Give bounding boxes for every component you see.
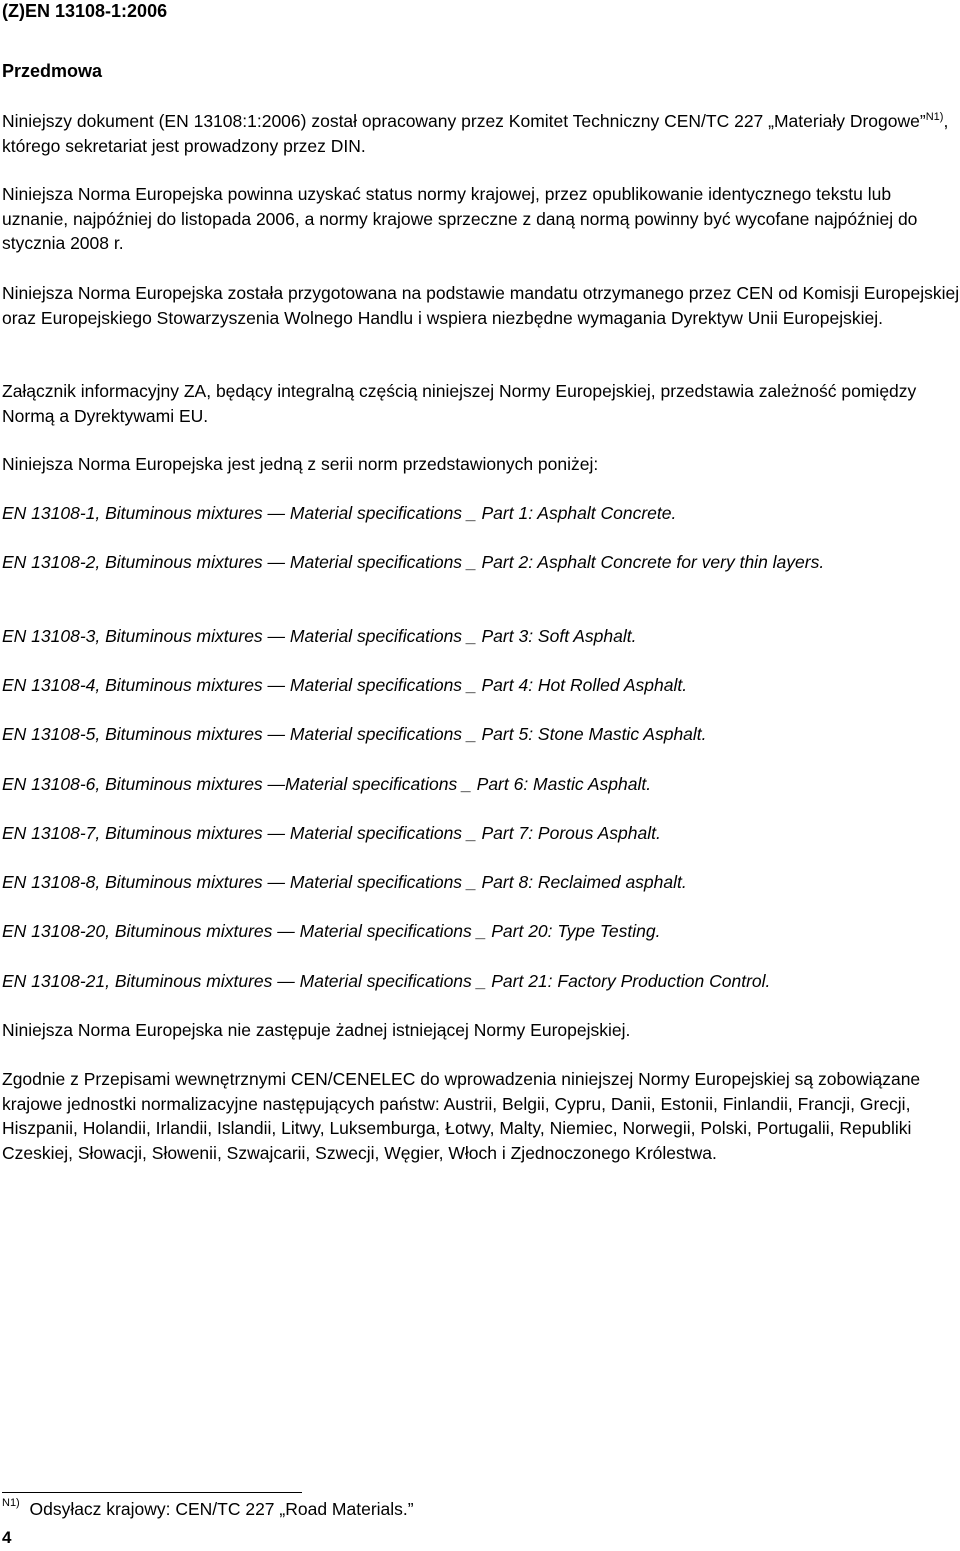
paragraph-intro-text-end: , którego sekretariat jest prowadzony przez DIN. [2, 111, 949, 156]
paragraph-no-replacement: Niniejsza Norma Europejska nie zastępuje żadnej istniejącej Normy Europejskiej. [2, 1020, 631, 1040]
footnote-mark: N1) [2, 1497, 20, 1509]
footnote-divider [2, 1492, 302, 1493]
paragraph-implementation: Zgodnie z Przepisami wewnętrznymi CEN/CENELEC do wprowadzenia niniejszej Normy Europejskiej są zobowiązane krajowe jednostki normalizacyjne następujących państw: Austrii, Belgii, Cypru, Danii, Estonii, Finlandii, Francji, Grecji, Hiszpanii, Holandii, Irlandii, Islandii, Litwy, Luksemburga, Łotwy, Malty, Niemiec, Norwegii, Polski, Portugalii, Republiki Czeskiej, Słowacji, Słowenii, Szwajcarii, Szwecji, Węgier, Włoch i Zjednoczonego Królestwa. [2, 1069, 921, 1163]
series-item: EN 13108-2, Bituminous mixtures — Material specifications _ Part 2: Asphalt Concrete for very thin layers. [2, 552, 825, 572]
paragraph-annex: Załącznik informacyjny ZA, będący integralną częścią niniejszej Normy Europejskiej, przedstawia zależność pomiędzy Normą a Dyrektywami EU. [2, 381, 917, 426]
series-item: EN 13108-3, Bituminous mixtures — Material specifications _ Part 3: Soft Asphalt. [2, 626, 637, 646]
series-item: EN 13108-21, Bituminous mixtures — Material specifications _ Part 21: Factory Production Control. [2, 971, 771, 991]
series-item: EN 13108-20, Bituminous mixtures — Material specifications _ Part 20: Type Testing. [2, 921, 661, 941]
paragraph-intro [2, 109, 960, 158]
footnote [2, 1497, 414, 1520]
paragraph-series-intro: Niniejsza Norma Europejska jest jedną z serii norm przedstawionych poniżej: [2, 454, 599, 474]
series-item: EN 13108-1, Bituminous mixtures — Material specifications _ Part 1: Asphalt Concrete. [2, 503, 677, 523]
paragraph-mandate: Niniejsza Norma Europejska została przygotowana na podstawie mandatu otrzymanego przez CEN od Komisji Europejskiej oraz Europejskiego Stowarzyszenia Wolnego Handlu i wspiera niezbędne wymagania Dyrektyw Unii Europejskiej. [2, 283, 960, 328]
series-item: EN 13108-4, Bituminous mixtures — Material specifications _ Part 4: Hot Rolled Asphalt. [2, 675, 688, 695]
footnote-text: Odsyłacz krajowy: CEN/TC 227 „Road Materials.” [29, 1499, 414, 1519]
series-item: EN 13108-5, Bituminous mixtures — Material specifications _ Part 5: Stone Mastic Asphalt. [2, 724, 707, 744]
section-title: Przedmowa [2, 61, 103, 81]
paragraph-status: Niniejsza Norma Europejska powinna uzyskać status normy krajowej, przez opublikowanie identycznego tekstu lub uznanie, najpóźniej do listopada 2006, a normy krajowe sprzeczne z daną normą powinny być wycofane najpóźniej do stycznia 2008 r. [2, 184, 918, 254]
series-item: EN 13108-8, Bituminous mixtures — Material specifications _ Part 8: Reclaimed asphalt. [2, 872, 687, 892]
series-item: EN 13108-7, Bituminous mixtures — Material specifications _ Part 7: Porous Asphalt. [2, 823, 661, 843]
series-item: EN 13108-6, Bituminous mixtures —Material specifications _ Part 6: Mastic Asphalt. [2, 774, 652, 794]
paragraph-intro-text: Niniejszy dokument (EN 13108:1:2006) został opracowany przez Komitet Techniczny CEN/TC 227 „Materiały Drogowe” [2, 111, 926, 131]
page-number: 4 [2, 1528, 12, 1547]
document-code-header: (Z)EN 13108-1:2006 [2, 1, 168, 21]
footnote-reference: N1) [925, 111, 944, 123]
